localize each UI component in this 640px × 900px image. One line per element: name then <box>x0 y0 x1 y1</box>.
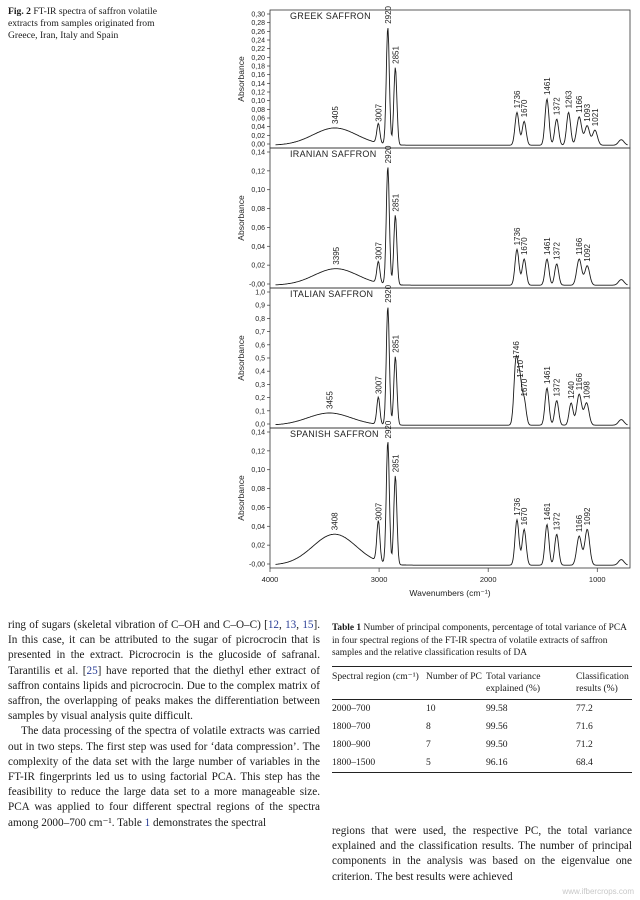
y-tick-label: 0,10 <box>251 467 265 475</box>
y-axis-label: Absorbance <box>236 335 246 381</box>
peak-label: 3007 <box>374 376 384 394</box>
peak-label: 1736 <box>512 227 522 246</box>
cell-variance: 99.50 <box>486 738 508 750</box>
peak-label: 1093 <box>583 103 593 122</box>
citation-link[interactable]: 1 <box>144 816 151 829</box>
peak-label: 1092 <box>583 507 593 526</box>
panel-frame <box>270 428 630 568</box>
y-tick-label: 0,24 <box>251 37 265 45</box>
peak-label: 1736 <box>512 497 522 516</box>
panel-frame <box>270 148 630 288</box>
pca-table <box>332 666 632 773</box>
x-tick-label: 4000 <box>261 575 279 584</box>
peak-label: 1092 <box>583 243 593 262</box>
citation-link[interactable]: 25 <box>86 664 98 677</box>
panel-frame <box>270 10 630 148</box>
y-tick-label: 0,5 <box>255 355 265 363</box>
cell-classification: 68.4 <box>576 754 632 773</box>
cell-pc: 7 <box>426 738 431 750</box>
y-axis-label: Absorbance <box>236 195 246 241</box>
body-text: ] have reported that the diethyl ether extract of saffron contains lipids and picrocrocin. Due to the complex matrix of saffron, the overlapping of peaks makes the differentiation between samples by visual analysis quite difficult. <box>8 664 320 723</box>
peak-label: 1263 <box>564 90 574 109</box>
y-tick-label: 0,6 <box>255 342 265 350</box>
cell-classification: 77.2 <box>576 702 593 714</box>
peak-label: 2851 <box>391 193 401 212</box>
y-tick-label: 0,10 <box>251 187 265 195</box>
y-tick-label: 0,02 <box>251 262 265 270</box>
y-tick-label: 0,9 <box>255 302 265 310</box>
cell-variance: 99.58 <box>486 702 508 714</box>
peak-label: 1240 <box>567 381 577 399</box>
body-text: , <box>279 619 286 631</box>
cell-region: 1800–900 <box>332 738 371 750</box>
cell-pc: 10 <box>426 702 436 714</box>
y-tick-label: 0,12 <box>251 89 265 97</box>
panel-title: ITALIAN SAFFRON <box>290 289 374 299</box>
peak-label: 1098 <box>582 381 592 399</box>
x-tick-label: 2000 <box>479 575 497 584</box>
y-tick-label: 0,08 <box>251 486 265 494</box>
body-text: , <box>296 619 303 631</box>
peak-label: 1746 <box>511 341 521 359</box>
y-tick-label: 0,18 <box>251 63 265 71</box>
header-spectral-region: Spectral region (cm⁻¹) <box>332 666 426 699</box>
spectrum-line <box>276 442 628 565</box>
peak-label: 1166 <box>575 514 585 533</box>
y-tick-label: 1,0 <box>255 289 265 297</box>
peak-label: 2851 <box>391 46 401 64</box>
peak-label: 2920 <box>383 145 393 164</box>
cell-variance: 96.16 <box>486 754 576 773</box>
peak-label: 1461 <box>542 366 552 384</box>
y-tick-label: 0,06 <box>251 115 265 123</box>
peak-label: 2920 <box>383 284 393 303</box>
peak-label: 1372 <box>552 242 562 260</box>
figure-label: Fig. 2 <box>8 6 31 17</box>
y-tick-label: 0,10 <box>251 98 265 106</box>
spectrum-line <box>276 168 628 286</box>
cell-pc: 8 <box>426 720 431 732</box>
table-row <box>332 736 632 754</box>
table-row <box>332 718 632 736</box>
right-body-column <box>332 824 632 885</box>
y-tick-label: 0,4 <box>255 368 265 376</box>
table-caption-text: Number of principal components, percentage of total variance of PCA in four spectral regions of the FT-IR spectra of volatile extracts of saffron samples and the relative classification results of DA <box>332 623 627 659</box>
table-caption <box>332 622 632 660</box>
y-tick-label: 0,08 <box>251 206 265 214</box>
table-label: Table 1 <box>332 623 362 633</box>
cell-region: 1800–1500 <box>332 754 426 773</box>
spectrum-line <box>276 28 628 145</box>
y-tick-label: 0,06 <box>251 504 265 512</box>
y-tick-label: 0,1 <box>255 408 265 416</box>
y-tick-label: 0,04 <box>251 124 265 132</box>
y-tick-label: 0,00 <box>251 141 265 149</box>
y-tick-label: 0,22 <box>251 46 265 54</box>
body-text: The data processing of the spectra of volatile extracts was carried out in two steps. The first step was used for ‘data compression’. The complexity of the data set with the large number of variables in the FT-IR fingerprints led us to using factorial PCA. This step has the feasibility to reduce the large data set to a more manageable size. PCA was applied to four different spectral regions of the spectra among 2000–700 cm⁻¹. Table <box>8 725 320 829</box>
cell-region: 1800–700 <box>332 720 371 732</box>
y-tick-label: 0,12 <box>251 168 265 176</box>
figure-caption <box>8 6 168 43</box>
panel-title: IRANIAN SAFFRON <box>290 149 377 159</box>
peak-label: 1670 <box>520 237 530 256</box>
peak-label: 1372 <box>552 512 562 531</box>
table-block <box>332 622 632 773</box>
y-tick-label: 0,2 <box>255 395 265 403</box>
panel-frame <box>270 288 630 428</box>
header-number-pc: Number of PC <box>426 666 486 699</box>
peak-label: 1372 <box>552 97 562 116</box>
citation-link[interactable]: 12 <box>267 619 279 631</box>
peak-label: 3395 <box>332 246 341 265</box>
y-tick-label: 0,14 <box>251 80 265 88</box>
watermark: www.ifbercrops.com <box>562 887 634 896</box>
body-text: ]. In this case, it can be attributed to the sugar of picrocrocin that is presented in the extract. Picrocrocin is the glucoside of safranal. Tarantilis et al. [ <box>8 619 321 677</box>
peak-label: 3455 <box>325 391 335 409</box>
body-paragraph-2 <box>8 724 320 830</box>
table-row <box>332 699 632 718</box>
peak-label: 3007 <box>374 242 384 260</box>
peak-label: 1021 <box>590 108 600 127</box>
cell-pc: 5 <box>426 754 486 773</box>
y-tick-label: 0,14 <box>251 429 265 437</box>
y-tick-label: 0,08 <box>251 106 265 114</box>
y-tick-label: 0,0 <box>255 421 265 429</box>
citation-link[interactable]: 13 <box>285 619 297 631</box>
body-paragraph-1 <box>8 618 320 724</box>
body-text: demonstrates the spectral <box>150 816 267 829</box>
peak-label: 3408 <box>330 512 340 531</box>
x-tick-label: 3000 <box>370 575 388 584</box>
ftir-chart <box>200 0 640 600</box>
y-tick-label: 0,7 <box>255 329 265 337</box>
y-tick-label: 0,04 <box>251 243 265 251</box>
y-tick-label: 0,30 <box>251 11 265 19</box>
y-tick-label: 0,8 <box>255 315 265 323</box>
citation-link[interactable]: 15 <box>302 619 314 631</box>
cell-classification: 71.2 <box>576 738 593 750</box>
cell-region: 2000–700 <box>332 702 371 714</box>
peak-label: 1670 <box>520 507 530 526</box>
table-header-row <box>332 666 632 699</box>
panel-title: SPANISH SAFFRON <box>290 429 379 439</box>
y-tick-label: 0,04 <box>251 523 265 531</box>
y-axis-label: Absorbance <box>236 475 246 521</box>
header-classification: Classification results (%) <box>576 666 632 699</box>
peak-label: 1461 <box>542 77 552 96</box>
peak-label: 3405 <box>330 106 340 124</box>
y-axis-label: Absorbance <box>236 56 246 102</box>
peak-label: 2920 <box>383 420 393 439</box>
y-tick-label: -0,00 <box>249 561 265 569</box>
peak-label: 1166 <box>575 373 585 391</box>
header-total-variance: Total variance explained (%) <box>486 666 576 699</box>
peak-label: 3007 <box>374 103 384 122</box>
cell-variance: 99.56 <box>486 720 508 732</box>
peak-label: 1166 <box>575 237 585 256</box>
y-tick-label: 0,02 <box>251 132 265 140</box>
peak-label: 3007 <box>374 502 384 521</box>
y-tick-label: 0,16 <box>251 72 265 80</box>
table-row <box>332 754 632 773</box>
y-tick-label: 0,28 <box>251 20 265 28</box>
peak-label: 1372 <box>552 378 562 397</box>
peak-label: 1736 <box>512 90 522 109</box>
body-text: ring of sugars (skeletal vibration of C–OH and C–O–C) [ <box>8 619 268 631</box>
figure-caption-text: FT-IR spectra of saffron volatile extracts from samples originated from Greece, Iran, Italy and Spain <box>8 6 157 42</box>
peak-label: 2851 <box>391 334 401 353</box>
x-tick-label: 1000 <box>588 575 606 584</box>
y-tick-label: 0,3 <box>255 381 265 389</box>
peak-label: 2851 <box>391 454 401 473</box>
y-tick-label: 0,20 <box>251 54 265 62</box>
left-body-column <box>8 618 320 831</box>
y-tick-label: -0,00 <box>249 281 265 289</box>
y-tick-label: 0,02 <box>251 542 265 550</box>
y-tick-label: 0,26 <box>251 28 265 36</box>
y-tick-label: 0,06 <box>251 224 265 232</box>
y-tick-label: 0,14 <box>251 149 265 157</box>
ftir-spectra-figure <box>200 0 640 600</box>
peak-label: 1670 <box>520 378 530 397</box>
body-paragraph-3: regions that were used, the respective PC, the total variance explained and the classification results. The number of principal components in the analysis was based on the eigenvalue one criterion. The best results were achieved <box>332 825 632 883</box>
cell-classification: 71.6 <box>576 720 593 732</box>
x-axis-label: Wavenumbers (cm⁻¹) <box>409 588 491 598</box>
peak-label: 1670 <box>520 99 530 118</box>
peak-label: 1461 <box>542 502 552 521</box>
peak-label: 2920 <box>383 6 393 24</box>
peak-label: 1166 <box>575 95 585 113</box>
y-tick-label: 0,12 <box>251 448 265 456</box>
panel-title: GREEK SAFFRON <box>290 11 371 21</box>
peak-label: 1461 <box>542 237 552 256</box>
peak-label: 1710 <box>515 359 525 378</box>
